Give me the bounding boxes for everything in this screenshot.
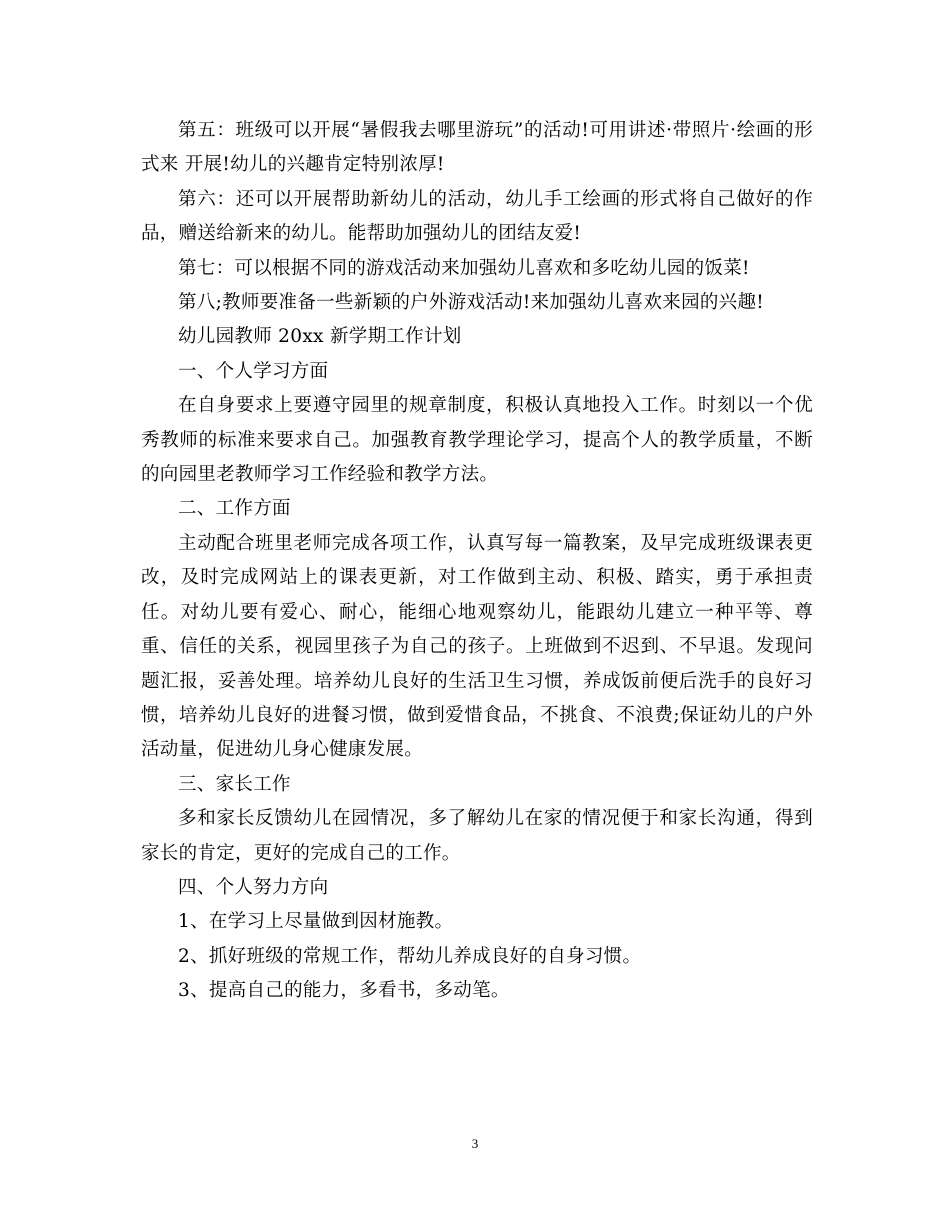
paragraph: 第六：还可以开展帮助新幼儿的活动，幼儿手工绘画的形式将自己做好的作品，赠送给新来的幼儿。能帮助加强幼儿的团结友爱! [141, 188, 813, 245]
body-text [141, 114, 813, 1009]
paragraph: 第五：班级可以开展“暑假我去哪里游玩”的活动!可用讲述·带照片·绘画的形式来 开展!幼儿的兴趣肯定特别浓厚! [141, 120, 813, 176]
document-title: 幼儿园教师 20xx 新学期工作计划 [178, 326, 462, 348]
list-item: 3、提高自己的能力，多看书，多动笔。 [178, 980, 510, 1002]
paragraph: 主动配合班里老师完成各项工作，认真写每一篇教案，及早完成班级课表更改，及时完成网站上的课表更新，对工作做到主动、积极、踏实，勇于承担责任。对幼儿要有爱心、耐心，能细心地观察幼儿，能跟幼儿建立一种平等、尊重、信任的关系，视园里孩子为自己的孩子。上班做到不迟到、不早退。发现问题汇报，妥善处理。培养幼儿良好的生活卫生习惯，养成饭前便后洗手的良好习惯，培养幼儿良好的进餐习惯，做到爱惜食品，不挑食、不浪费;保证幼儿的户外活动量，促进幼儿身心健康发展。 [141, 532, 813, 761]
section-heading: 二、工作方面 [178, 498, 291, 520]
page-number: 3 [471, 1136, 479, 1151]
section-heading: 一、个人学习方面 [178, 360, 329, 382]
paragraph: 在自身要求上要遵守园里的规章制度，积极认真地投入工作。时刻以一个优秀教师的标准来要求自己。加强教育教学理论学习，提高个人的教学质量，不断的向园里老教师学习工作经验和教学方法。 [141, 395, 813, 486]
list-item: 1、在学习上尽量做到因材施教。 [178, 911, 454, 933]
list-item: 2、抓好班级的常规工作，帮幼儿养成良好的自身习惯。 [178, 945, 642, 967]
paragraph: 第七：可以根据不同的游戏活动来加强幼儿喜欢和多吃幼儿园的饭菜! [178, 257, 750, 279]
section-heading: 三、家长工作 [178, 773, 291, 795]
paragraph: 第八;教师要准备一些新颖的户外游戏活动!来加强幼儿喜欢来园的兴趣! [178, 292, 765, 314]
section-heading: 四、个人努力方向 [178, 876, 329, 898]
paragraph: 多和家长反馈幼儿在园情况，多了解幼儿在家的情况便于和家长沟通，得到家长的肯定，更好的完成自己的工作。 [141, 808, 813, 864]
